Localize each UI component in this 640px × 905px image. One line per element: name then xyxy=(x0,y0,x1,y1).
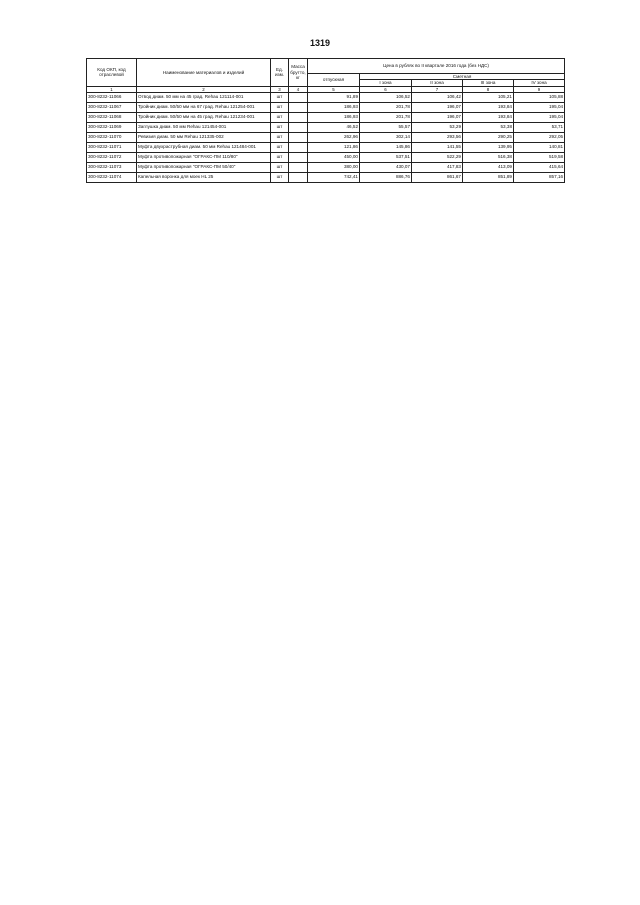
cell-zone-3-price: 193,84 xyxy=(463,112,514,122)
cell-zone-4-price: 53,71 xyxy=(514,122,565,132)
column-number: 3 xyxy=(271,86,289,92)
cell-unit: шт xyxy=(271,102,289,112)
cell-mass xyxy=(289,152,308,162)
cell-mass xyxy=(289,132,308,142)
cell-name: Муфта двухраструбная диам. 50 мм Rehau 121484-001 xyxy=(137,142,271,152)
column-number: 6 xyxy=(360,86,412,92)
cell-zone-3-price: 193,84 xyxy=(463,102,514,112)
table-row xyxy=(87,142,565,152)
cell-name: Муфта противопожарная "ОГРАКС-ПМ 110/80" xyxy=(137,152,271,162)
cell-name: Отвод диам. 50 мм на 45 град. Rehau 121114-001 xyxy=(137,92,271,102)
cell-unit: шт xyxy=(271,152,289,162)
cell-code: 300-8232-11072 xyxy=(87,152,137,162)
cell-mass xyxy=(289,92,308,102)
cell-unit: шт xyxy=(271,132,289,142)
cell-zone-4-price: 415,64 xyxy=(514,162,565,172)
cell-zone-2-price: 417,83 xyxy=(412,162,463,172)
cell-zone-2-price: 196,07 xyxy=(412,112,463,122)
table-row xyxy=(87,122,565,132)
cell-release-price: 121,86 xyxy=(308,142,360,152)
cell-code: 300-8232-11066 xyxy=(87,92,137,102)
cell-name: Тройник диам. 50/50 мм на 45 град. Rehau 121234-001 xyxy=(137,112,271,122)
cell-mass xyxy=(289,122,308,132)
cell-zone-4-price: 519,58 xyxy=(514,152,565,162)
cell-zone-3-price: 413,09 xyxy=(463,162,514,172)
header-release: отпускная xyxy=(308,74,360,87)
cell-unit: шт xyxy=(271,92,289,102)
cell-code: 300-8232-11067 xyxy=(87,102,137,112)
cell-name: Муфта противопожарная "ОГРАКС-ПМ 50/40" xyxy=(137,162,271,172)
cell-mass xyxy=(289,172,308,182)
cell-code: 300-8232-11069 xyxy=(87,122,137,132)
cell-zone-3-price: 851,89 xyxy=(463,172,514,182)
cell-zone-3-price: 105,21 xyxy=(463,92,514,102)
cell-release-price: 262,96 xyxy=(308,132,360,142)
table-row xyxy=(87,172,565,182)
table-row xyxy=(87,132,565,142)
cell-release-price: 380,00 xyxy=(308,162,360,172)
column-number: 2 xyxy=(137,86,271,92)
cell-zone-3-price: 290,25 xyxy=(463,132,514,142)
cell-zone-2-price: 196,07 xyxy=(412,102,463,112)
table-row xyxy=(87,112,565,122)
table-row xyxy=(87,102,565,112)
cell-zone-2-price: 522,29 xyxy=(412,152,463,162)
cell-name: Капельная воронка для моек HL 25 xyxy=(137,172,271,182)
cell-zone-2-price: 861,67 xyxy=(412,172,463,182)
cell-zone-2-price: 293,56 xyxy=(412,132,463,142)
header-mass: Масса брутто, кг xyxy=(289,59,308,87)
cell-zone-4-price: 292,05 xyxy=(514,132,565,142)
cell-unit: шт xyxy=(271,112,289,122)
cell-code: 300-8232-11071 xyxy=(87,142,137,152)
table-row xyxy=(87,92,565,102)
cell-mass xyxy=(289,142,308,152)
page-number: 1319 xyxy=(309,38,331,48)
cell-zone-1-price: 55,57 xyxy=(360,122,412,132)
cell-name: Заглушка диам. 50 мм Rehau 121454-001 xyxy=(137,122,271,132)
column-number: 1 xyxy=(87,86,137,92)
cell-zone-1-price: 886,76 xyxy=(360,172,412,182)
cell-zone-2-price: 141,55 xyxy=(412,142,463,152)
cell-release-price: 186,93 xyxy=(308,102,360,112)
cell-zone-3-price: 516,38 xyxy=(463,152,514,162)
cell-zone-1-price: 201,78 xyxy=(360,112,412,122)
cell-code: 300-8232-11074 xyxy=(87,172,137,182)
cell-zone-2-price: 53,29 xyxy=(412,122,463,132)
header-zone-1: I зона xyxy=(360,80,412,86)
column-number: 8 xyxy=(463,86,514,92)
header-name: Наименование материалов и изделий xyxy=(137,59,271,87)
header-zone-3: III зона xyxy=(463,80,514,86)
cell-release-price: 186,93 xyxy=(308,112,360,122)
header-zone-2: II зона xyxy=(412,80,463,86)
cell-unit: шт xyxy=(271,142,289,152)
column-number: 4 xyxy=(289,86,308,92)
price-table xyxy=(86,58,565,183)
cell-zone-4-price: 105,88 xyxy=(514,92,565,102)
cell-zone-1-price: 430,07 xyxy=(360,162,412,172)
table-body xyxy=(87,92,565,182)
table-row xyxy=(87,162,565,172)
cell-zone-4-price: 195,04 xyxy=(514,102,565,112)
cell-zone-4-price: 140,81 xyxy=(514,142,565,152)
cell-release-price: 46,52 xyxy=(308,122,360,132)
cell-unit: шт xyxy=(271,162,289,172)
cell-code: 300-8232-11068 xyxy=(87,112,137,122)
cell-release-price: 91,89 xyxy=(308,92,360,102)
cell-name: Ревизия диам. 50 мм Rehau 121335-002 xyxy=(137,132,271,142)
cell-unit: шт xyxy=(271,172,289,182)
cell-zone-4-price: 857,16 xyxy=(514,172,565,182)
cell-zone-1-price: 201,78 xyxy=(360,102,412,112)
header-unit: Ед. изм. xyxy=(271,59,289,87)
cell-mass xyxy=(289,112,308,122)
cell-zone-3-price: 53,38 xyxy=(463,122,514,132)
cell-zone-1-price: 145,86 xyxy=(360,142,412,152)
column-number: 7 xyxy=(412,86,463,92)
cell-mass xyxy=(289,102,308,112)
table-row xyxy=(87,152,565,162)
cell-release-price: 742,41 xyxy=(308,172,360,182)
cell-zone-2-price: 106,42 xyxy=(412,92,463,102)
cell-zone-1-price: 537,51 xyxy=(360,152,412,162)
cell-zone-3-price: 139,95 xyxy=(463,142,514,152)
cell-code: 300-8232-11070 xyxy=(87,132,137,142)
cell-name: Тройник диам. 50/50 мм на 67 град. Rehau 121254-001 xyxy=(137,102,271,112)
cell-zone-4-price: 195,04 xyxy=(514,112,565,122)
cell-code: 300-8232-11073 xyxy=(87,162,137,172)
header-price-group: Цена в рублях во II квартале 2016 года (без НДС) xyxy=(308,59,565,74)
cell-zone-1-price: 106,52 xyxy=(360,92,412,102)
header-estimate: Сметная xyxy=(360,74,565,80)
cell-mass xyxy=(289,162,308,172)
column-number: 9 xyxy=(514,86,565,92)
header-code: Код ОКП, код отраслевой xyxy=(87,59,137,87)
cell-release-price: 450,00 xyxy=(308,152,360,162)
cell-unit: шт xyxy=(271,122,289,132)
header-zone-4: IV зона xyxy=(514,80,565,86)
column-number: 5 xyxy=(308,86,360,92)
cell-zone-1-price: 302,14 xyxy=(360,132,412,142)
